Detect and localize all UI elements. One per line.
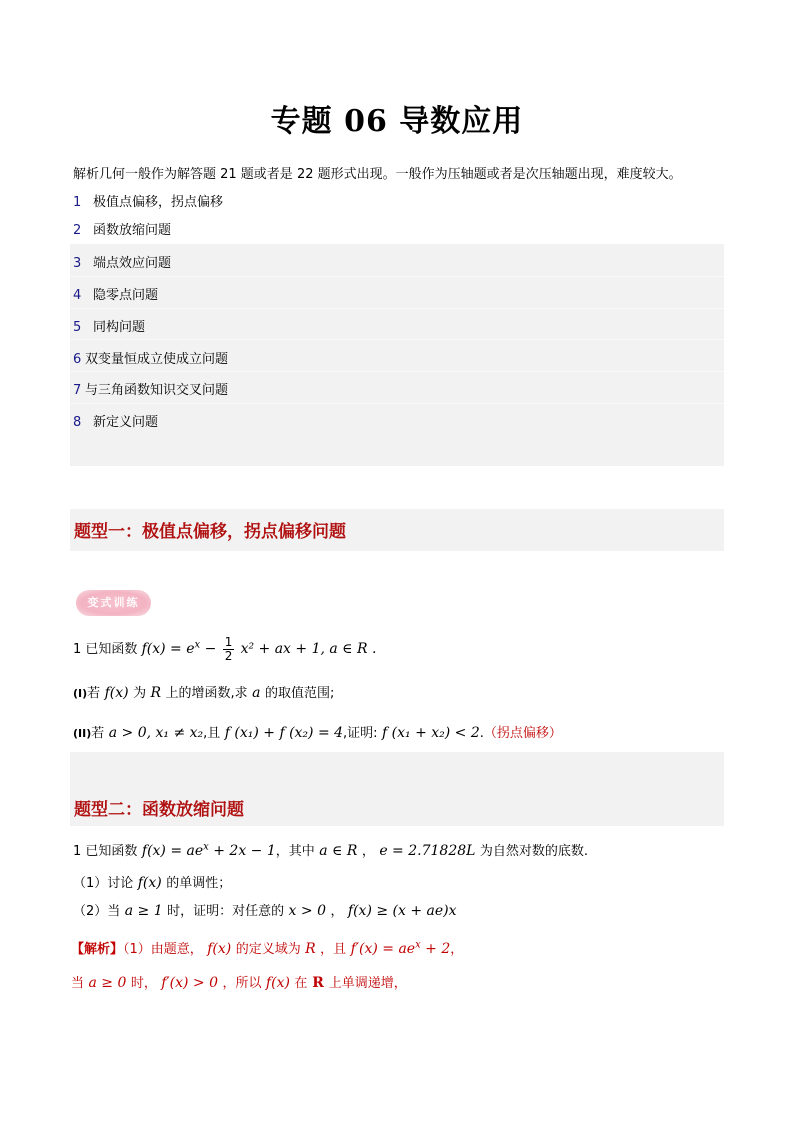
solution-line-1: 【解析】（1）由题意， f(x) 的定义域为 R ，且 $f'(x) = ae^x + 2$， [71,939,464,957]
page-title: 专题 06 导数应用 [270,104,524,139]
topic-item: 7 与三角函数知识交叉问题 [73,383,229,398]
divider [70,308,724,309]
topic-item: 8 新定义问题 [73,415,159,430]
divider [70,371,724,372]
divider [70,339,724,340]
intro-text: 解析几何一般作为解答题 21 题或者是 22 题形式出现。一般作为压轴题或者是次压轴题出现，难度较大。 [73,167,682,182]
topic-item: 6 双变量恒成立使成立问题 [73,352,229,367]
topic-item: 2 函数放缩问题 [73,223,172,238]
question-1-stem: 1 已知函数 $f(x) = e^x$ − $\frac{1}{2}$ x² + ax + 1, a ∈ R . [73,635,377,663]
topic-item: 3 端点效应问题 [73,256,172,271]
practice-badge: 变式训练 [76,590,151,616]
topic-item: 1 极值点偏移，拐点偏移 [73,195,224,210]
question-1-part-2: (II)若 a > 0, x₁ ≠ x₂,且 f (x₁) + f (x₂) = 4,证明: f (x₁ + x₂) < 2.（拐点偏移） [73,725,562,741]
question-2-stem: 1 已知函数 $f(x) = ae^x + 2x - 1$，其中 a ∈ R ， e = 2.71828L 为自然对数的底数. [73,841,589,859]
solution-line-2: 当 a ≥ 0 时， f′(x) > 0 ，所以 f(x) 在 R 上单调递增， [71,975,407,991]
question-2-part-1: （1）讨论 f(x) 的单调性； [73,875,232,891]
topic-item: 5 同构问题 [73,320,146,335]
divider [70,276,724,277]
section-heading-2: 题型二：函数放缩问题 [70,752,724,826]
fraction: $\frac{1}{2}$ [224,635,233,663]
question-1-part-1: (I)若 f(x) 为 R 上的增函数,求 a 的取值范围; [73,685,335,701]
divider [70,403,724,404]
topic-item: 4 隐零点问题 [73,288,159,303]
question-2-part-2: （2）当 a ≥ 1 时，证明：对任意的 x > 0 ， f(x) ≥ (x + ae)x [73,903,457,919]
section-heading-1: 题型一：极值点偏移，拐点偏移问题 [70,509,724,551]
